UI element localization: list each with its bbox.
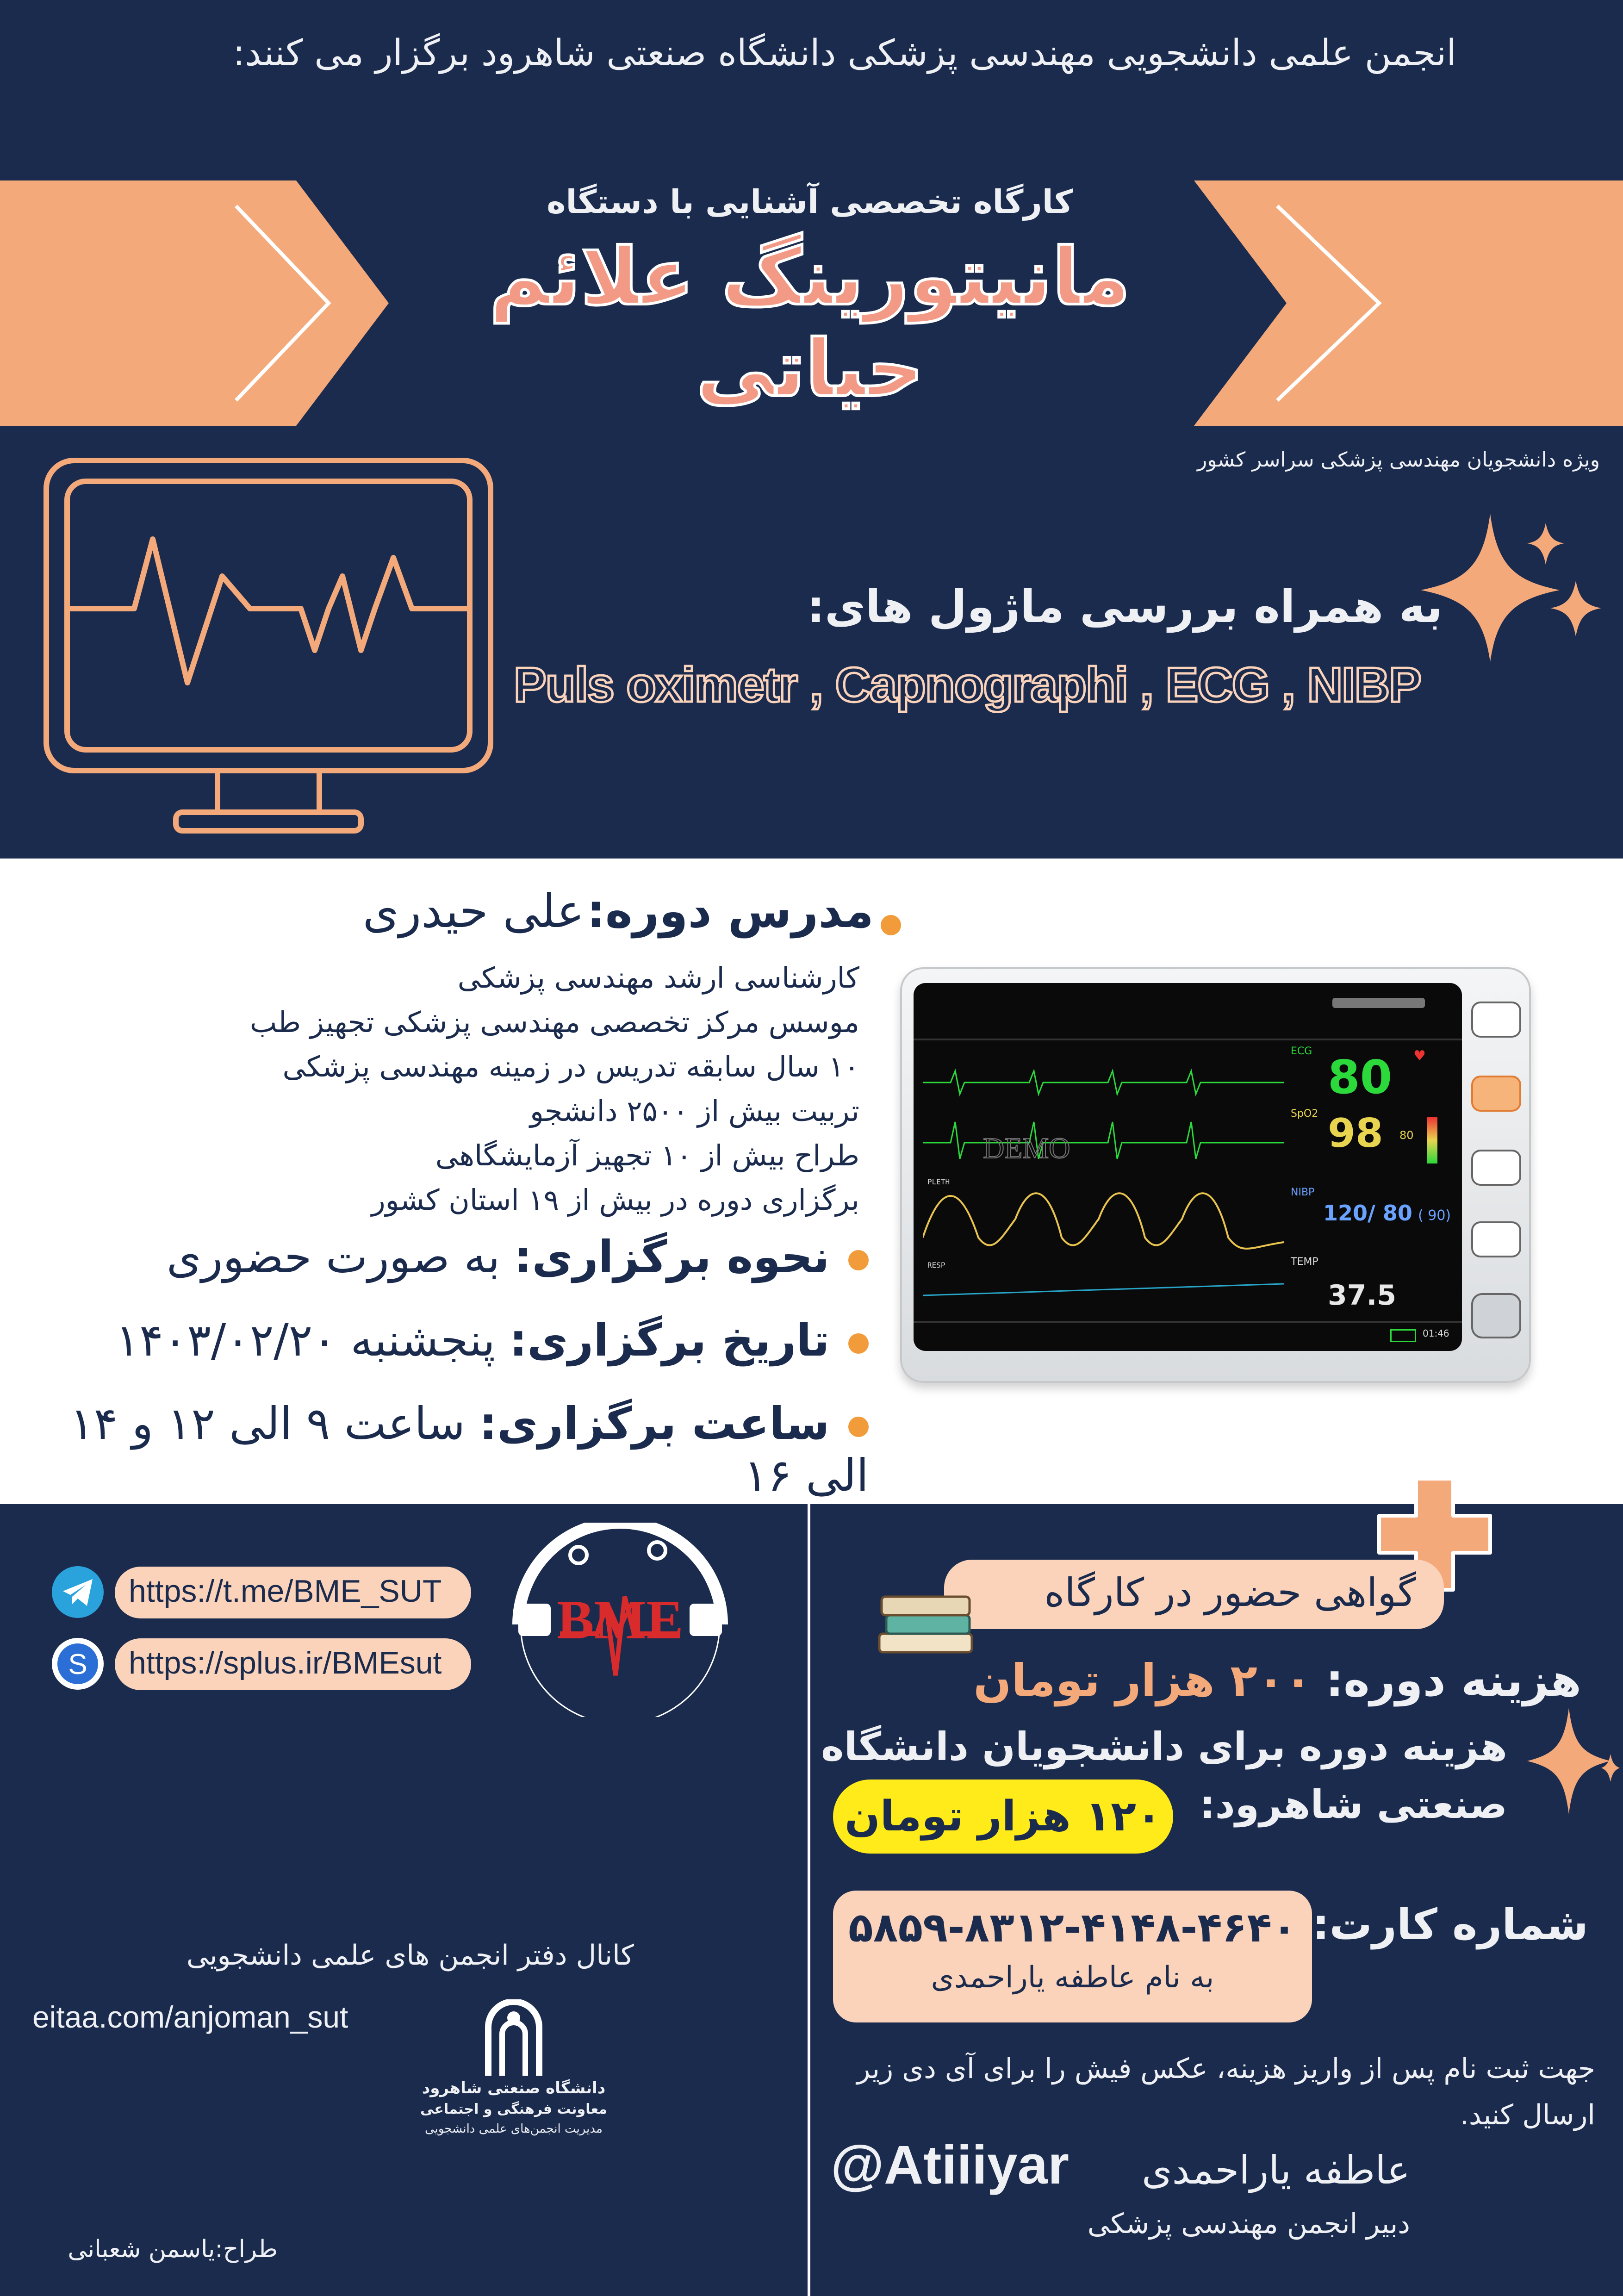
spo2-value: 98	[1328, 1110, 1383, 1157]
fee-row	[841, 1655, 1581, 1706]
spo2-label: SpO2	[1291, 1108, 1318, 1120]
bullet-dot	[881, 915, 901, 935]
contact-id[interactable]: @Atiiiyar	[831, 2134, 1070, 2196]
workshop-title: مانیتورینگ علائم حیاتی	[489, 231, 1131, 415]
svg-text:S: S	[68, 1649, 87, 1680]
telegram-link[interactable]: https://t.me/BME_SUT	[129, 1574, 442, 1609]
splus-icon[interactable]	[50, 1636, 106, 1692]
battery-icon	[1390, 1329, 1416, 1342]
mode-row	[12, 1231, 869, 1283]
menu-button[interactable]	[1471, 1002, 1521, 1038]
card-pill	[833, 1891, 1312, 2022]
demo-watermark: DEMO	[983, 1132, 1070, 1164]
nibp-value: 120/ 80	[1323, 1201, 1412, 1226]
time-label: ساعت برگزاری:	[479, 1398, 830, 1450]
date-label: تاریخ برگزاری:	[509, 1314, 830, 1366]
card-holder: به نام عاطفه یاراحمدی	[931, 1960, 1214, 1995]
sparkle-icon-small	[1527, 1708, 1620, 1819]
mode-value: به صورت حضوری	[166, 1231, 500, 1283]
eitaa-link[interactable]: eitaa.com/anjoman_sut	[32, 2000, 348, 2034]
bio-line: برگزاری دوره در بیش از ۱۹ استان کشور	[371, 1183, 859, 1217]
bio-line: موسس مرکز تخصصی مهندسی پزشکی تجهیز طب	[249, 1005, 859, 1039]
bio-line: کارشناسی ارشد مهندسی پزشکی	[457, 961, 859, 995]
student-fee-line2: صنعتی شاهرود:	[1200, 1782, 1507, 1827]
bio-line: طراح بیش از ۱۰ تجهیز آزمایشگاهی	[435, 1139, 859, 1172]
university-logo	[479, 1999, 548, 2078]
contact-name: عاطفه یاراحمدی	[1141, 2147, 1410, 2193]
fee-value: ۲۰۰ هزار تومان	[973, 1655, 1312, 1706]
instructor-label: مدرس دوره:	[586, 884, 874, 938]
heart-icon: ♥	[1413, 1048, 1426, 1064]
bullet-dot	[848, 1250, 869, 1270]
screen-top-bar	[914, 1039, 1462, 1040]
audience-line: ویژه دانشجویان مهندسی پزشکی سراسر کشور	[1197, 448, 1600, 472]
modules-heading: به همراه بررسی ماژول های:	[807, 581, 1443, 633]
spo2-bar	[1427, 1117, 1437, 1164]
telegram-icon[interactable]	[50, 1564, 106, 1620]
monitor-icon	[42, 456, 500, 840]
host-line: انجمن علمی دانشجویی مهندسی پزشکی دانشگاه صنعتی شاهرود برگزار می کنند:	[233, 32, 1456, 74]
workshop-subtitle: کارگاه تخصصی آشنایی با دستگاه	[547, 183, 1073, 221]
nibp-label: NIBP	[1291, 1187, 1315, 1198]
bio-line: تربیت بیش از ۲۵۰۰ دانشجو	[530, 1094, 859, 1128]
bio-line: ۱۰ سال سابقه تدریس در زمینه مهندسی پزشکی	[282, 1050, 859, 1083]
right-arrow-banner	[1194, 180, 1623, 426]
splus-link[interactable]: https://splus.ir/BMEsut	[129, 1645, 442, 1680]
date-value: پنجشنبه ۱۴۰۳/۰۲/۲۰	[115, 1314, 496, 1366]
student-fee-value: ۱۲۰ هزار تومان	[833, 1780, 1173, 1854]
logo-text: BME	[557, 1589, 684, 1650]
screen-handle	[1332, 998, 1425, 1008]
hr-value: 80	[1328, 1050, 1393, 1104]
uni-dept: معاونت فرهنگی و اجتماعی	[420, 2101, 607, 2117]
mode-label: نحوه برگزاری:	[514, 1231, 830, 1283]
uni-name: دانشگاه صنعتی شاهرود	[422, 2079, 606, 2097]
telegram-link-pill[interactable]	[115, 1567, 471, 1618]
contact-role: دبیر انجمن مهندسی پزشکی	[1087, 2208, 1410, 2240]
student-fee-line1: هزینه دوره برای دانشجویان دانشگاه	[821, 1724, 1507, 1769]
power-button[interactable]	[1471, 1293, 1521, 1338]
pleth-label: PLETH	[927, 1177, 950, 1186]
screen-bottom-bar	[914, 1321, 1462, 1323]
map-value: ( 90)	[1418, 1207, 1451, 1224]
hr-label: ECG	[1291, 1045, 1312, 1057]
books-icon	[875, 1583, 976, 1657]
uni-office: مدیریت انجمن‌های علمی دانشجویی	[425, 2122, 603, 2136]
sparkle-icon	[1421, 514, 1615, 662]
bme-logo	[504, 1523, 736, 1717]
patient-monitor-device	[900, 967, 1531, 1383]
alarm-off-button[interactable]	[1471, 1150, 1521, 1186]
registration-instructions: جهت ثبت نام پس از واریز هزینه، عکس فیش را برای آی دی زیر ارسال کنید.	[857, 2053, 1595, 2131]
time-row	[12, 1398, 869, 1501]
monitor-screen	[914, 983, 1462, 1351]
temp-label: TEMP	[1291, 1256, 1318, 1268]
certificate-text: گواهی حضور در کارگاه	[1044, 1570, 1416, 1615]
time-value: ساعت ۹ الی ۱۲ و ۱۴ الی ۱۶	[70, 1398, 869, 1501]
designer-credit: طراح:یاسمن شعبانی	[68, 2235, 278, 2263]
clock: 01:46	[1423, 1328, 1449, 1339]
alarm-silence-button[interactable]	[1471, 1076, 1521, 1112]
bullet-dot	[848, 1333, 869, 1354]
temp-value: 37.5	[1328, 1279, 1397, 1312]
card-number[interactable]: ۵۸۵۹-۸۳۱۲-۴۱۴۸-۴۶۴۰	[848, 1904, 1297, 1951]
date-row	[12, 1314, 869, 1366]
instructor-bio	[73, 956, 859, 1222]
splus-link-pill[interactable]	[115, 1638, 471, 1690]
pr-value: 80	[1399, 1129, 1414, 1142]
modules-list: Puls oximetr , Capnographi , ECG , NIBP	[514, 658, 1421, 712]
channel-label: کانال دفتر انجمن های علمی دانشجویی	[186, 1939, 634, 1972]
bullet-dot	[848, 1417, 869, 1437]
certificate-pill	[944, 1560, 1444, 1629]
vertical-divider	[808, 1504, 810, 2296]
instructor-row	[22, 884, 901, 938]
nibp-start-button[interactable]	[1471, 1221, 1521, 1257]
card-label: شماره کارت:	[1312, 1900, 1588, 1949]
instructor-name: علی حیدری	[362, 884, 585, 938]
fee-label: هزینه دوره:	[1325, 1655, 1581, 1706]
waveforms	[923, 1043, 1293, 1321]
resp-label: RESP	[927, 1261, 945, 1269]
